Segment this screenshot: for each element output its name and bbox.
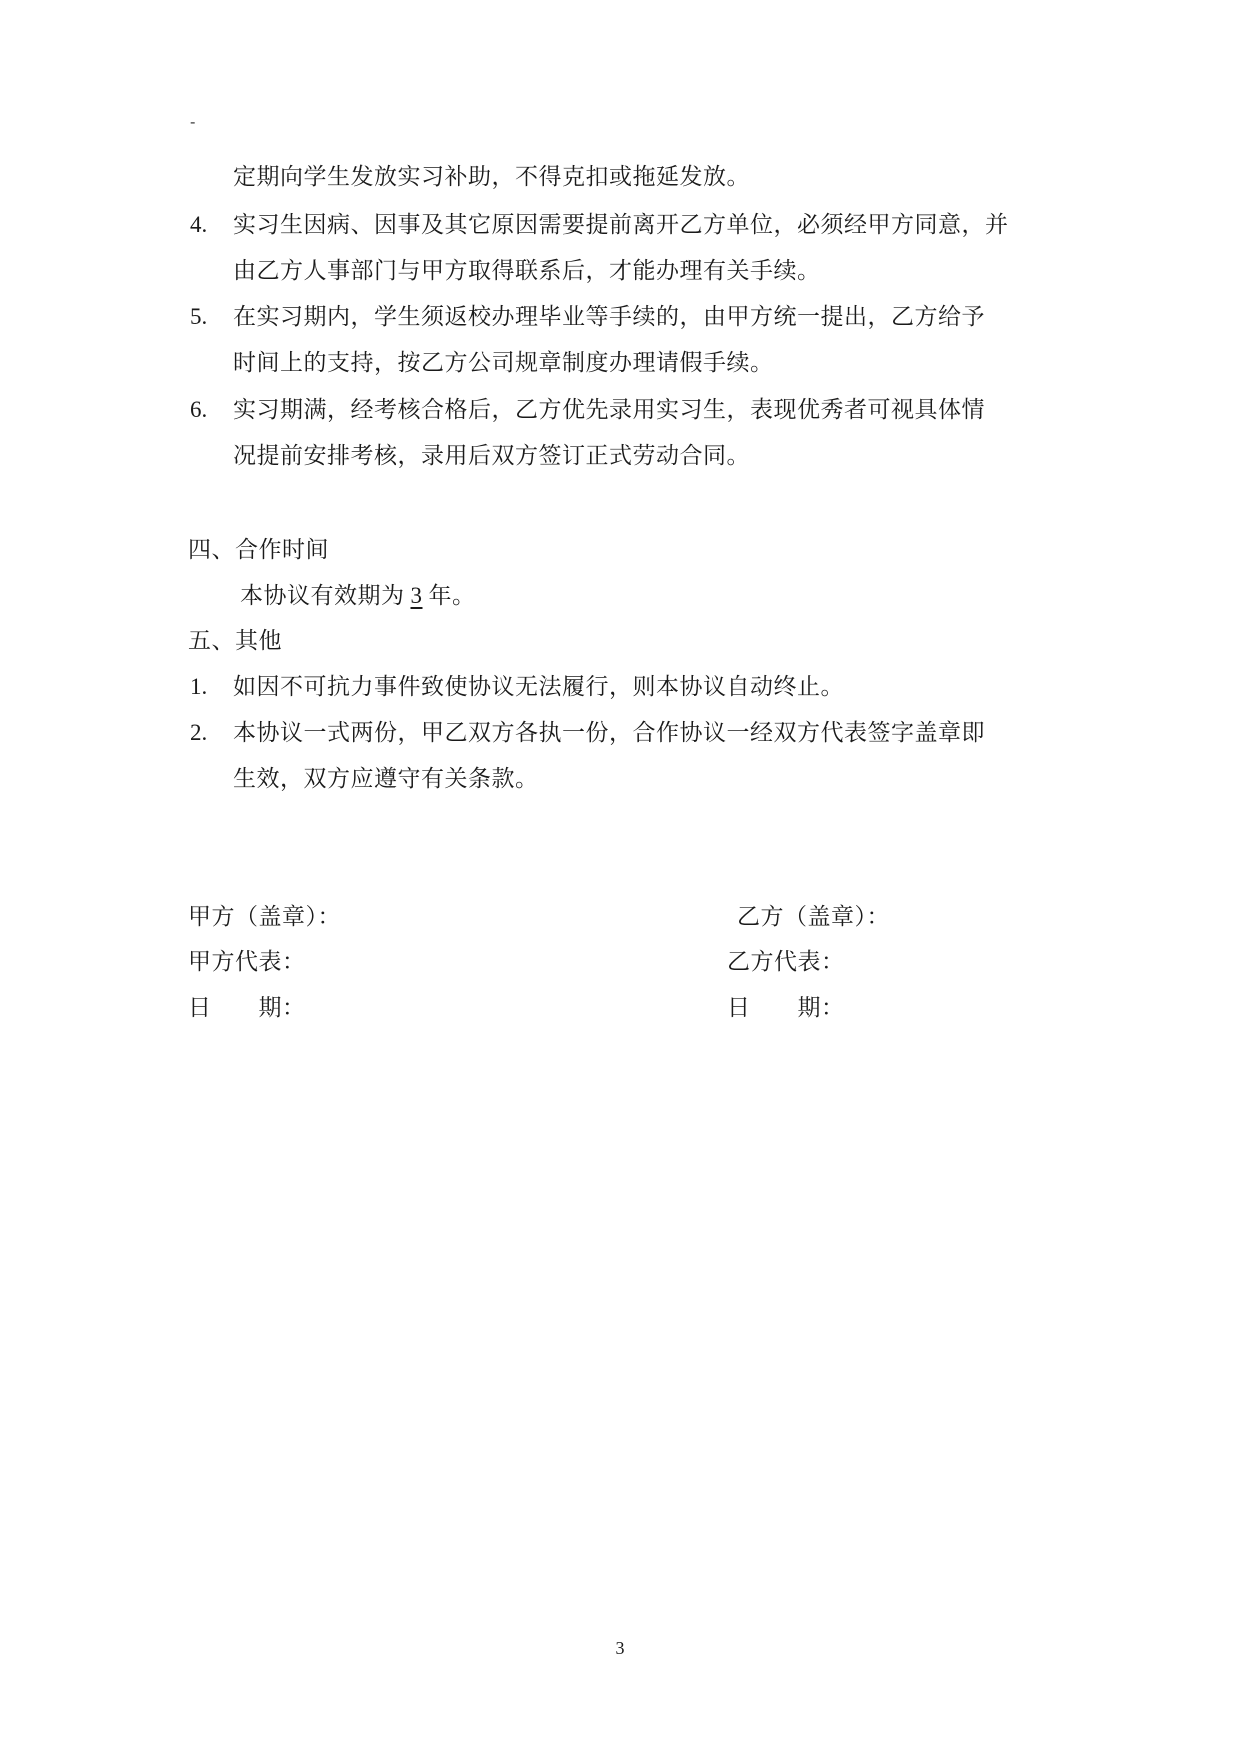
item-text-line: 况提前安排考核，录用后双方签订正式劳动合同。 xyxy=(233,443,750,469)
item-text-line: 时间上的支持，按乙方公司规章制度办理请假手续。 xyxy=(233,350,774,376)
party-a-representative-label: 甲方代表： xyxy=(188,949,306,975)
item-text-line: 如因不可抗力事件致使协议无法履行，则本协议自动终止。 xyxy=(233,674,844,700)
validity-years: 3 xyxy=(410,583,423,608)
party-a-date-label: 日 期： xyxy=(188,995,306,1021)
page-number: 3 xyxy=(615,1638,625,1658)
party-b-representative-label: 乙方代表： xyxy=(727,949,845,975)
item-number: 4. xyxy=(190,212,208,237)
party-b-seal-label: 乙方（盖章）： xyxy=(737,904,890,930)
item-number: 1. xyxy=(190,674,208,699)
validity-sentence xyxy=(240,581,476,611)
section-heading-other: 五、其他 xyxy=(188,628,282,654)
item-text-line: 在实习期内，学生须返校办理毕业等手续的，由甲方统一提出，乙方给予 xyxy=(233,304,985,330)
validity-text-after: 年。 xyxy=(428,583,476,609)
header-mark: - xyxy=(190,112,196,131)
item-number: 5. xyxy=(190,304,208,329)
item-number: 2. xyxy=(190,720,208,745)
item-text-line: 实习期满，经考核合格后，乙方优先录用实习生，表现优秀者可视具体情 xyxy=(233,397,985,423)
item-text-line: 生效，双方应遵守有关条款。 xyxy=(233,766,539,792)
item-text-line: 本协议一式两份，甲乙双方各执一份，合作协议一经双方代表签字盖章即 xyxy=(233,720,985,746)
item-number: 6. xyxy=(190,397,208,422)
party-a-seal-label: 甲方（盖章）： xyxy=(188,904,341,930)
party-b-date-label: 日 期： xyxy=(727,995,845,1021)
continuation-line: 定期向学生发放实习补助，不得克扣或拖延发放。 xyxy=(233,164,750,190)
section-heading-cooperation-time: 四、合作时间 xyxy=(188,537,329,563)
item-text-line: 实习生因病、因事及其它原因需要提前离开乙方单位，必须经甲方同意，并 xyxy=(233,212,1009,238)
validity-text-before: 本协议有效期为 xyxy=(240,583,405,609)
item-text-line: 由乙方人事部门与甲方取得联系后，才能办理有关手续。 xyxy=(233,258,821,284)
